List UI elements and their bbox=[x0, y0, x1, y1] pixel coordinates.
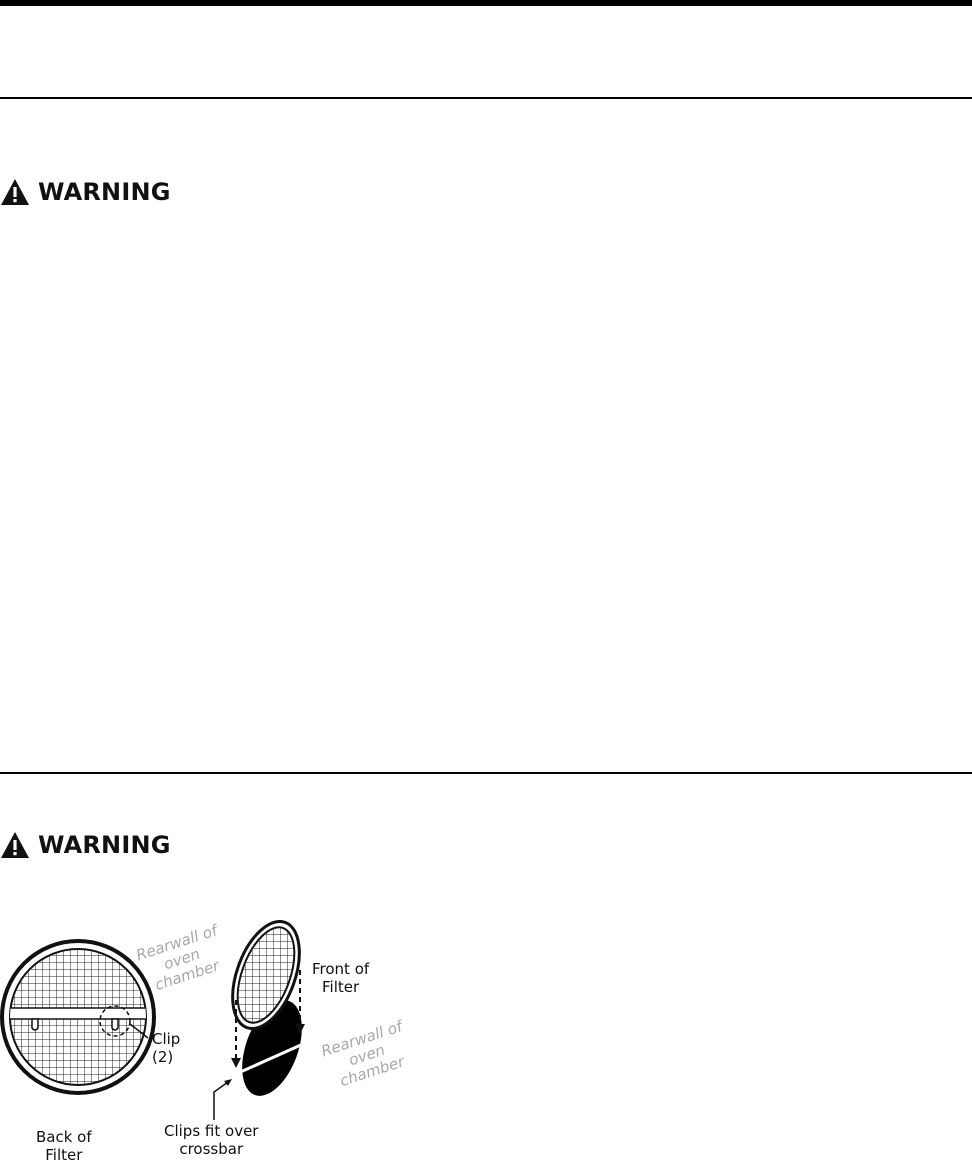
warning-heading bbox=[0, 825, 171, 865]
top-rule bbox=[0, 0, 972, 6]
section-divider bbox=[0, 97, 972, 99]
rearwall-label-lower: Rearwall of oven chamber bbox=[318, 1017, 407, 1091]
front-of-filter-label: Front of Filter bbox=[312, 960, 370, 996]
warning-label: WARNING bbox=[38, 831, 171, 859]
clips-fit-label: Clips fit over crossbar bbox=[164, 1122, 259, 1158]
front-of-filter-drawing bbox=[214, 920, 330, 1120]
warning-triangle-icon bbox=[0, 831, 30, 859]
back-of-filter-drawing bbox=[2, 941, 154, 1093]
clip-label: Clip (2) bbox=[152, 1030, 181, 1066]
section-divider bbox=[0, 772, 972, 774]
back-of-filter-label: Back of Filter bbox=[36, 1128, 92, 1164]
warning-triangle-icon bbox=[0, 178, 30, 206]
filter-diagram bbox=[0, 920, 420, 1164]
warning-heading bbox=[0, 172, 171, 212]
rearwall-label-upper: Rearwall of oven chamber bbox=[133, 921, 222, 995]
warning-label: WARNING bbox=[38, 178, 171, 206]
